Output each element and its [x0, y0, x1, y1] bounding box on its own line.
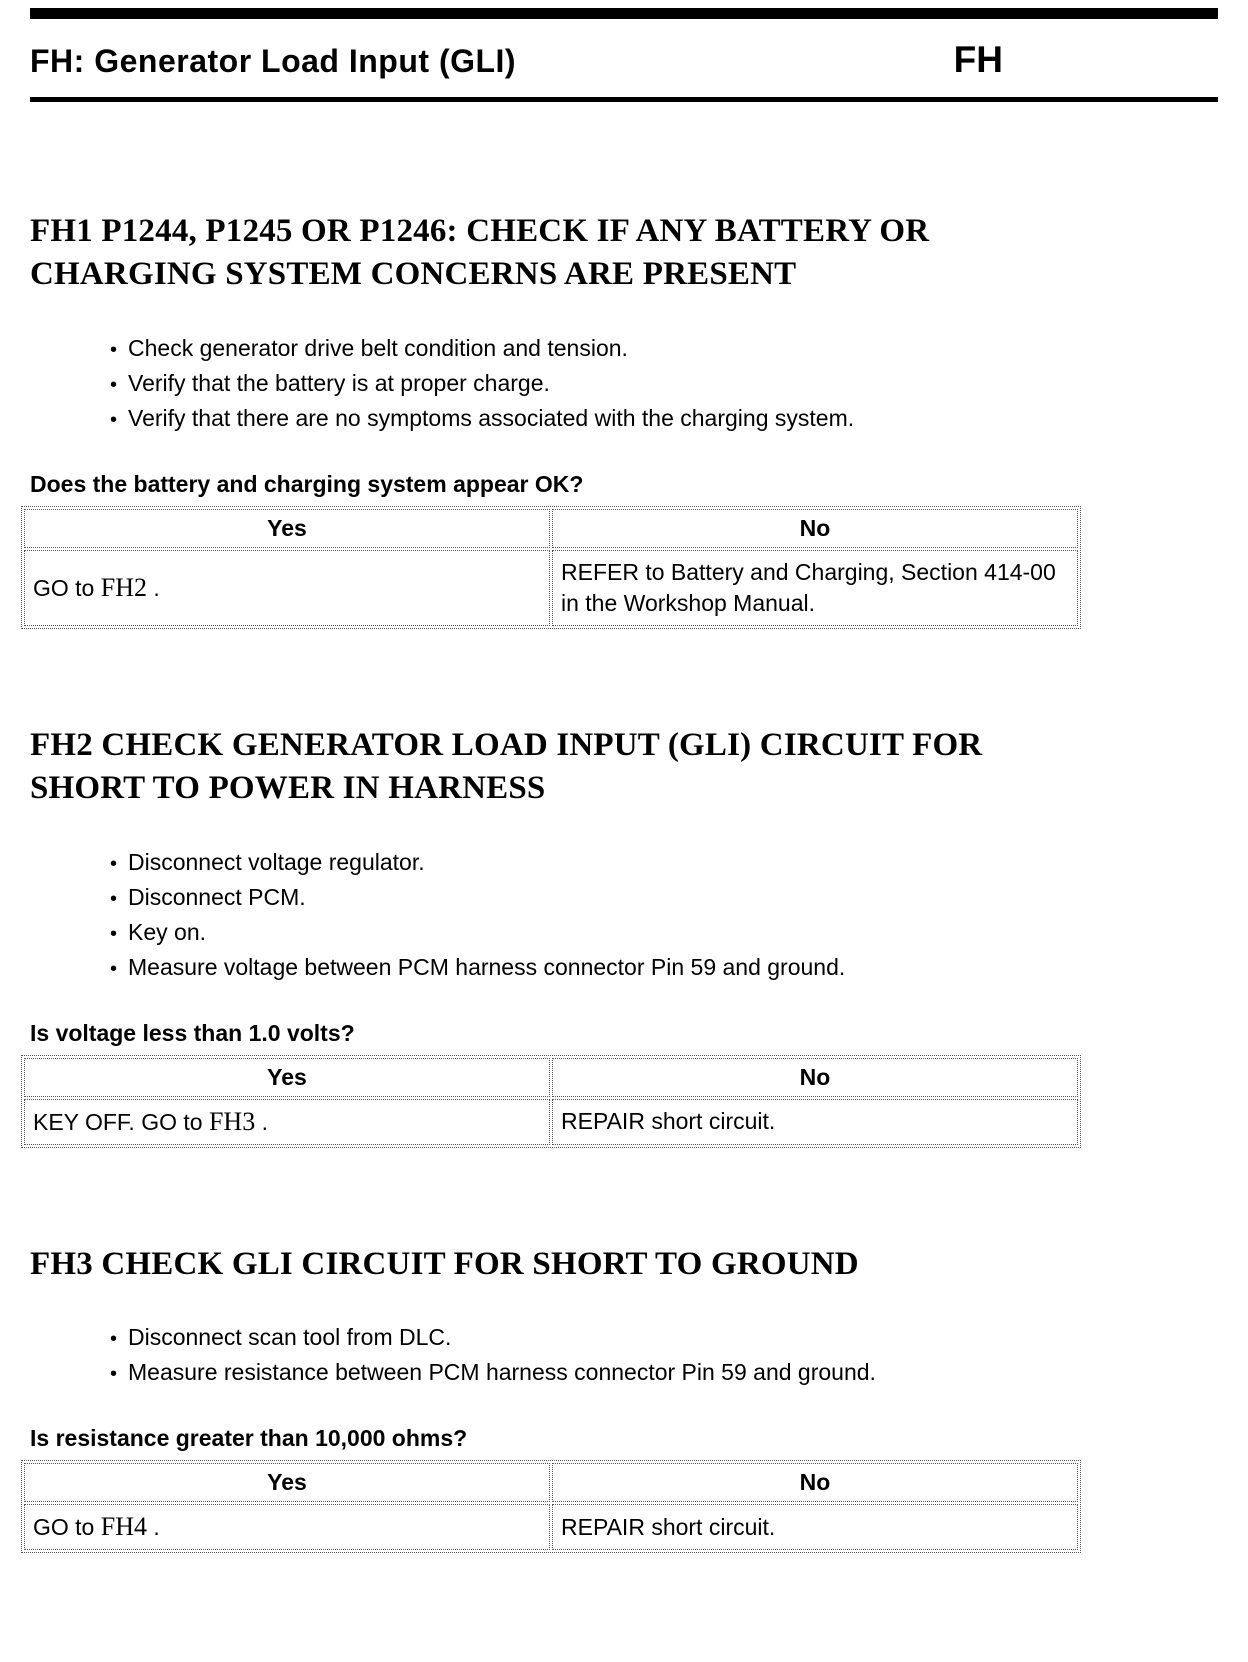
decision-table — [21, 506, 1081, 629]
table-row — [24, 1099, 1078, 1145]
procedure-step-text: Measure resistance between PCM harness connector Pin 59 and ground. — [128, 1359, 876, 1386]
no-action-cell: REPAIR short circuit. — [552, 1099, 1078, 1145]
section-fh3 — [30, 1243, 1218, 1554]
bullet-icon: • — [110, 957, 118, 980]
procedure-step — [110, 402, 1218, 437]
section-heading: FH2 CHECK GENERATOR LOAD INPUT (GLI) CIRCUIT FOR SHORT TO POWER IN HARNESS — [30, 726, 983, 806]
section-heading: FH3 CHECK GLI CIRCUIT FOR SHORT TO GROUND — [30, 1245, 859, 1282]
no-column-header: No — [552, 509, 1078, 548]
bullet-icon: • — [110, 338, 118, 361]
fh-reference-link: FH2 — [100, 572, 147, 602]
yes-action-cell — [24, 1504, 550, 1550]
yes-action-text: GO to — [33, 1514, 101, 1541]
bullet-icon: • — [110, 887, 118, 910]
decision-question: Is resistance greater than 10,000 ohms? — [30, 1425, 468, 1452]
section-code: FH — [953, 39, 1003, 80]
procedure-step-text: Disconnect voltage regulator. — [128, 848, 425, 875]
yes-action-suffix: . — [147, 574, 160, 601]
section-fh1 — [30, 210, 1218, 629]
decision-table — [21, 1460, 1081, 1553]
no-action-cell: REPAIR short circuit. — [552, 1504, 1078, 1550]
fh-reference-link: FH3 — [208, 1106, 256, 1136]
yes-column-header: Yes — [24, 1058, 550, 1097]
bullet-icon: • — [110, 922, 118, 945]
procedure-steps — [30, 332, 1218, 437]
section-heading: FH1 P1244, P1245 OR P1246: CHECK IF ANY BATTERY OR CHARGING SYSTEM CONCERNS ARE PRESENT — [30, 213, 930, 292]
yes-column-header: Yes — [24, 1463, 550, 1502]
procedure-step-text: Verify that the battery is at proper charge. — [128, 369, 550, 396]
table-header-row — [24, 509, 1078, 548]
procedure-step — [110, 1356, 1218, 1391]
procedure-step — [110, 1321, 1218, 1356]
procedure-step — [110, 951, 1218, 986]
bullet-icon: • — [110, 1363, 118, 1386]
table-row — [24, 1504, 1078, 1550]
procedure-step — [110, 332, 1218, 367]
header-divider-rule — [30, 97, 1218, 102]
decision-question: Is voltage less than 1.0 volts? — [30, 1019, 355, 1046]
decision-table — [21, 1055, 1081, 1148]
document-content — [30, 210, 1218, 1553]
procedure-step — [110, 846, 1218, 881]
procedure-step-text: Verify that there are no symptoms associated with the charging system. — [128, 404, 855, 431]
procedure-step-text: Check generator drive belt condition and tension. — [128, 334, 628, 361]
page-title: FH: Generator Load Input (GLI) — [30, 43, 517, 79]
decision-question: Does the battery and charging system appear OK? — [30, 470, 584, 497]
page-header — [30, 39, 1218, 81]
bullet-icon: • — [110, 1328, 118, 1351]
yes-action-cell — [24, 550, 550, 626]
yes-action-text: GO to — [33, 574, 101, 601]
procedure-step — [110, 881, 1218, 916]
no-action-cell: REFER to Battery and Charging, Section 414-00 in the Workshop Manual. — [552, 550, 1078, 626]
bullet-icon: • — [110, 373, 118, 396]
top-divider-bar — [30, 8, 1218, 19]
yes-action-text: KEY OFF. GO to — [33, 1108, 209, 1135]
procedure-step-text: Disconnect scan tool from DLC. — [128, 1324, 452, 1351]
procedure-step-text: Key on. — [128, 918, 206, 945]
yes-action-suffix: . — [255, 1108, 268, 1135]
no-column-header: No — [552, 1058, 1078, 1097]
table-header-row — [24, 1058, 1078, 1097]
yes-column-header: Yes — [24, 509, 550, 548]
procedure-step-text: Disconnect PCM. — [128, 883, 306, 910]
procedure-steps — [30, 846, 1218, 986]
section-fh2 — [30, 724, 1218, 1148]
bullet-icon: • — [110, 408, 118, 431]
procedure-step-text: Measure voltage between PCM harness connector Pin 59 and ground. — [128, 953, 846, 980]
bullet-icon: • — [110, 852, 118, 875]
no-column-header: No — [552, 1463, 1078, 1502]
procedure-steps — [30, 1321, 1218, 1391]
procedure-step — [110, 916, 1218, 951]
yes-action-cell — [24, 1099, 550, 1145]
table-header-row — [24, 1463, 1078, 1502]
fh-reference-link: FH4 — [100, 1512, 147, 1542]
yes-action-suffix: . — [147, 1514, 160, 1541]
procedure-step — [110, 367, 1218, 402]
table-row — [24, 550, 1078, 626]
